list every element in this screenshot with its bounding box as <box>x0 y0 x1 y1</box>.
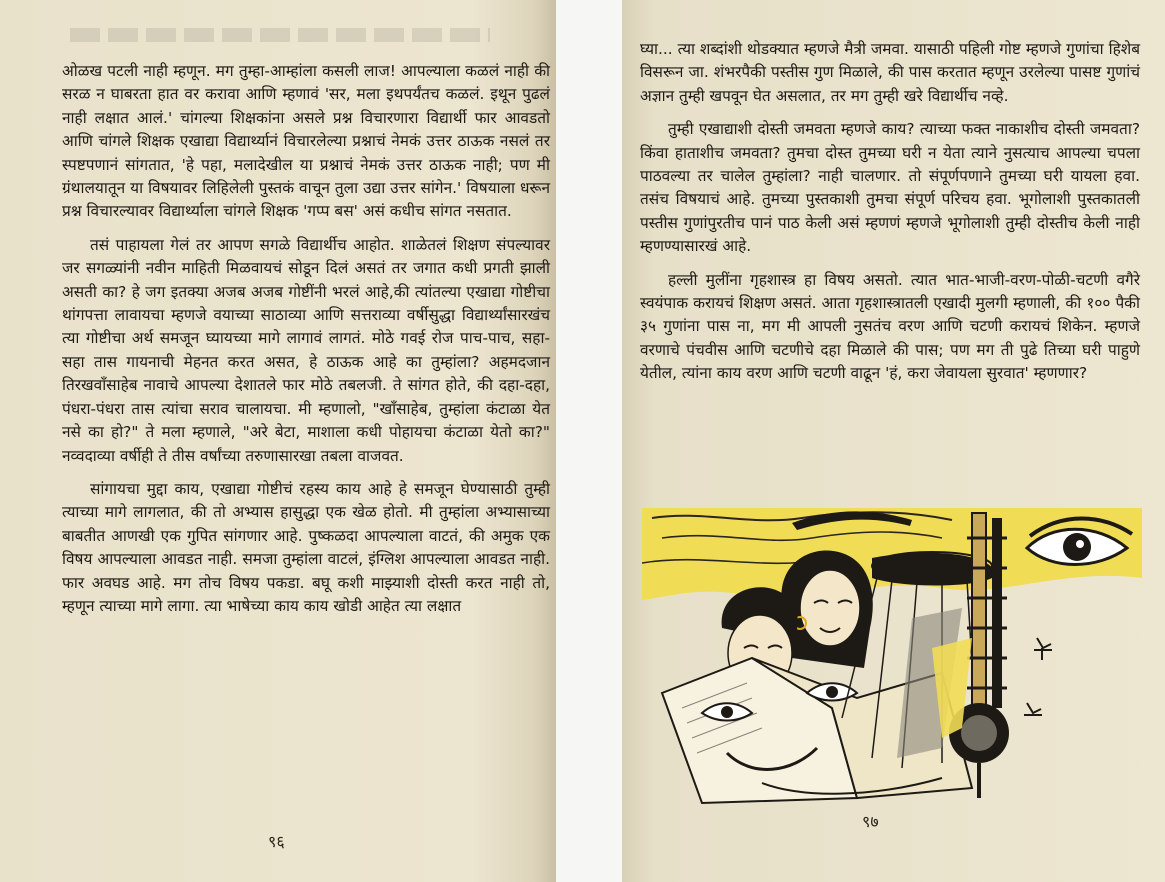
right-paragraph-1: घ्या... त्या शब्दांशी थोडक्यात म्हणजे मैत्री जमवा. यासाठी पहिली गोष्ट म्हणजे गुणांचा हिशेब विसरून जा. शंभरपैकी पस्तीस गुण मिळाले, की पास करतात म्हणून उरलेल्या पासष्ट गुणांचं अज्ञान तुम्ही खपवून घेत असलात, तर मग तुम्ही खरे विद्यार्थीच नव्हे. <box>640 40 1140 105</box>
left-page <box>0 0 556 882</box>
left-paragraph-3: सांगायचा मुद्दा काय, एखाद्या गोष्टीचं रहस्य काय आहे हे समजून घेण्यासाठी तुम्ही त्याच्या मागे लागलात, की तो अभ्यास हासुद्धा एक खेळ होतो. मी तुम्हांला अभ्यासाच्या बाबतीत आणखी एक गुपित सांगणार आहे. पुष्कळदा आपल्याला वाटतं, की अमुक एक विषय आपल्याला आवडत नाही. समजा तुम्हांला वाटलं, इंग्लिश आपल्याला आवडत नाही. फार अवघड आहे. मग तोच विषय पकडा. बघू कशी माझ्याशी दोस्ती करत नाही तो, म्हणून त्याच्या मागे लागा. त्या भाषेच्या काय काय खोडी आहेत त्या लक्षात <box>62 479 551 615</box>
book-illustration <box>642 508 1142 808</box>
book-gutter <box>556 0 622 882</box>
right-page <box>622 0 1165 882</box>
right-paragraph-2: तुम्ही एखाद्याशी दोस्ती जमवता म्हणजे काय? त्याच्या फक्त नाकाशीच दोस्ती जमवता? किंवा हाताशीच जमवता? तुमचा दोस्त तुमच्या घरी न येता त्याने नुसत्याच आपल्या चपला पाठवल्या तर चालेल तुम्हांला? नाही चालणार. तो संपूर्णपणाने तुमच्या घरी यायला हवा. तसंच विषयाचं आहे. तुमच्या पुस्तकाशी तुमचा संपूर्ण परिचय हवा. भूगोलाशी पुस्तकातली पस्तीस गुणांपुरतीच पानं पाठ केली असं म्हणणं म्हणजे भूगोलाशी तुम्ही दोस्तीच केली नाही म्हणण्यासारखं आहे. <box>640 120 1140 256</box>
right-page-number: ९७ <box>862 812 879 831</box>
bleed-through-text <box>70 28 490 42</box>
left-paragraph-1: ओळख पटली नाही म्हणून. मग तुम्हा-आम्हांला कसली लाज! आपल्याला कळलं नाही की सरळ न घाबरता हात वर करावा आणि म्हणावं 'सर, मला इथपर्यंतच कळलं. इथून पुढलं नाही लक्षात आलं.' चांगल्या शिक्षकांना असले प्रश्न विचारणारा विद्यार्थी फार आवडतो आणि चांगले शिक्षक एखाद्या विद्यार्थ्यानं विचारलेल्या प्रश्नाचं नेमकं उत्तर ठाऊक नसलं तर स्पष्टपणानं सांगतात, 'हे पहा, मलादेखील या प्रश्नाचं नेमकं उत्तर ठाऊक नाही; पण मी ग्रंथालयातून या विषयावर लिहिलेली पुस्तकं वाचून तुला उद्या उत्तर सांगेन.' विषयाला धरून प्रश्न विचारल्यावर विद्यार्थ्याला चांगले शिक्षक 'गप्प बस' असं कधीच सांगत नसतात. <box>62 62 550 221</box>
left-paragraph-2: तसं पाहायला गेलं तर आपण सगळे विद्यार्थीच आहोत. शाळेतलं शिक्षण संपल्यावर जर सगळ्यांनी नवीन माहिती मिळवायचं सोडून दिलं असतं तर जगात कधी प्रगती झाली असती का? हे जग इतक्या अजब अजब गोष्टींनी भरलं आहे,की त्यांतल्या एखाद्या गोष्टीचा थांगपत्ता लावायचा म्हणजे वयाच्या साठाव्या आणि सत्तराव्या वर्षीसुद्धा विद्यार्थ्यांसारखंच त्या गोष्टीचा अर्थ समजून घ्यायच्या मागे लागावं लागतं. मोठे गवई रोज पाच-पाच, सहा-सहा तास गायनाची मेहनत करत असत, हे ठाऊक आहे का तुम्हांला? अहमदजान तिरखवाँसाहेब नावाचे आपल्या देशातले फार मोठे तबलजी. ते सांगत होते, की दहा-दहा, पंधरा-पंधरा तास त्यांचा सराव चालायचा. मी म्हणालो, "खाँसाहेब, तुम्हांला कंटाळा येत नसे का हो?" ते मला म्हणाले, "अरे बेटा, माशाला कधी पोहायचा कंटाळा येतो का?" नव्वदाव्या वर्षीही ते तीस वर्षांच्या तरुणासारखा तबला वाजवत. <box>62 235 550 465</box>
left-body-text <box>62 60 550 618</box>
right-paragraph-3: हल्ली मुलींना गृहशास्त्र हा विषय असतो. त्यात भात-भाजी-वरण-पोळी-चटणी वगैरे स्वयंपाक करायचं शिक्षण असतं. आता गृहशास्त्रातली एखादी मुलगी म्हणाली, की १०० पैकी ३५ गुणांना पास ना, मग मी आपली नुसतंच वरण आणि चटणी करायचं शिकेन. म्हणजे वरणाचे पंचवीस आणि चटणीचे दहा मिळाले की पास; पण मग ती पुढे तिच्या घरी पाहुणे येतील, त्यांना काय वरण आणि चटणी वाढून 'हं, करा जेवायला सुरवात' म्हणणार? <box>640 270 1140 383</box>
left-page-number: ९६ <box>268 832 285 851</box>
right-body-text <box>640 38 1140 386</box>
